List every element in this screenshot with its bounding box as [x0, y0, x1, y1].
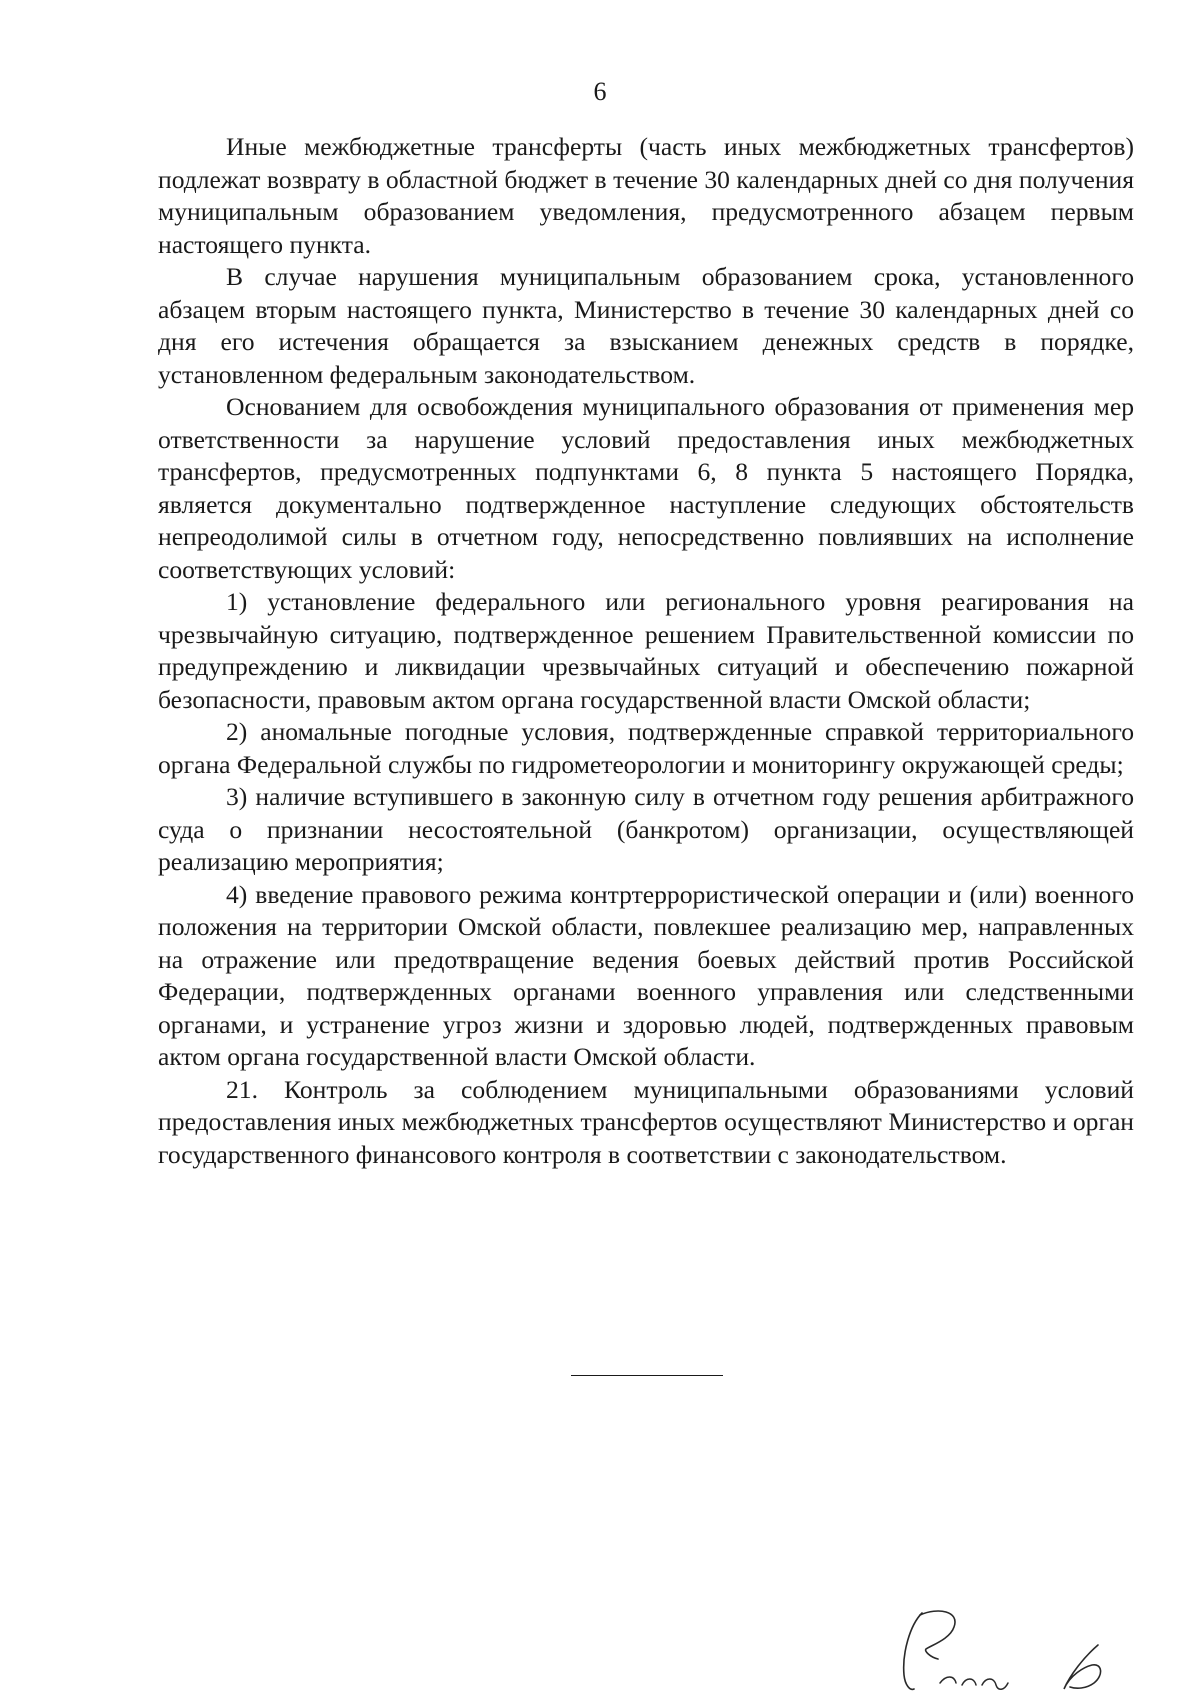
signature-icon: [880, 1605, 1130, 1697]
page-number: 6: [593, 77, 607, 106]
paragraph-control-clause: 21. Контроль за соблюдением муниципальными образованиями условий предоставления иных межбюджетных трансфертов осуществляют Министерство и орган государственного финансового контроля в соответствии с законодательством.: [158, 1074, 1134, 1169]
paragraph-violation-recovery: В случае нарушения муниципальным образованием срока, установленного абзацем вторым настоящего пункта, Министерство в течение 30 календарных дней со дня его истечения обращается за взысканием денежных средств в порядке, установленном федеральным законодательством.: [158, 262, 1134, 389]
list-item-emergency-response: 1) установление федерального или регионального уровня реагирования на чрезвычайную ситуацию, подтвержденное решением Правительственной комиссии по предупреждению и ликвидации чрезвычайных ситуаций и обеспечению пожарной безопасности, правовым актом органа государственной власти Омской области;: [158, 587, 1134, 714]
document-body: [158, 131, 1134, 1171]
paragraph-force-majeure-basis: Основанием для освобождения муниципального образования от применения мер ответственности за нарушение условий предоставления иных межбюджетных трансфертов, предусмотренных подпунктами 6, 8 пункта 5 настоящего Порядка, является документально подтвержденное наступление следующих обстоятельств непреодолимой силы в отчетном году, непосредственно повлиявших на исполнение соответствующих условий:: [158, 392, 1134, 584]
list-item-weather-conditions: 2) аномальные погодные условия, подтвержденные справкой территориального органа Федеральной службы по гидрометеорологии и мониторингу окружающей среды;: [158, 717, 1134, 779]
list-item-bankruptcy-decision: 3) наличие вступившего в законную силу в отчетном году решения арбитражного суда о признании несостоятельной (банкротом) организации, осуществляющей реализацию мероприятия;: [158, 782, 1134, 876]
end-divider-line: [571, 1375, 723, 1376]
list-item-counter-terrorism-regime: 4) введение правового режима контртеррористической операции и (или) военного положения на территории Омской области, повлекшее реализацию мер, направленных на отражение или предотвращение ведения боевых действий против Российской Федерации, подтвержденных органами военного управления или следственными органами, и устранение угроз жизни и здоровью людей, подтвержденных правовым актом органа государственной власти Омской области.: [158, 879, 1134, 1071]
paragraph-refund-term: Иные межбюджетные трансферты (часть иных межбюджетных трансфертов) подлежат возврату в областной бюджет в течение 30 календарных дней со дня получения муниципальным образованием уведомления, предусмотренного абзацем первым настоящего пункта.: [158, 132, 1134, 259]
handwritten-signature: [880, 1605, 1130, 1697]
